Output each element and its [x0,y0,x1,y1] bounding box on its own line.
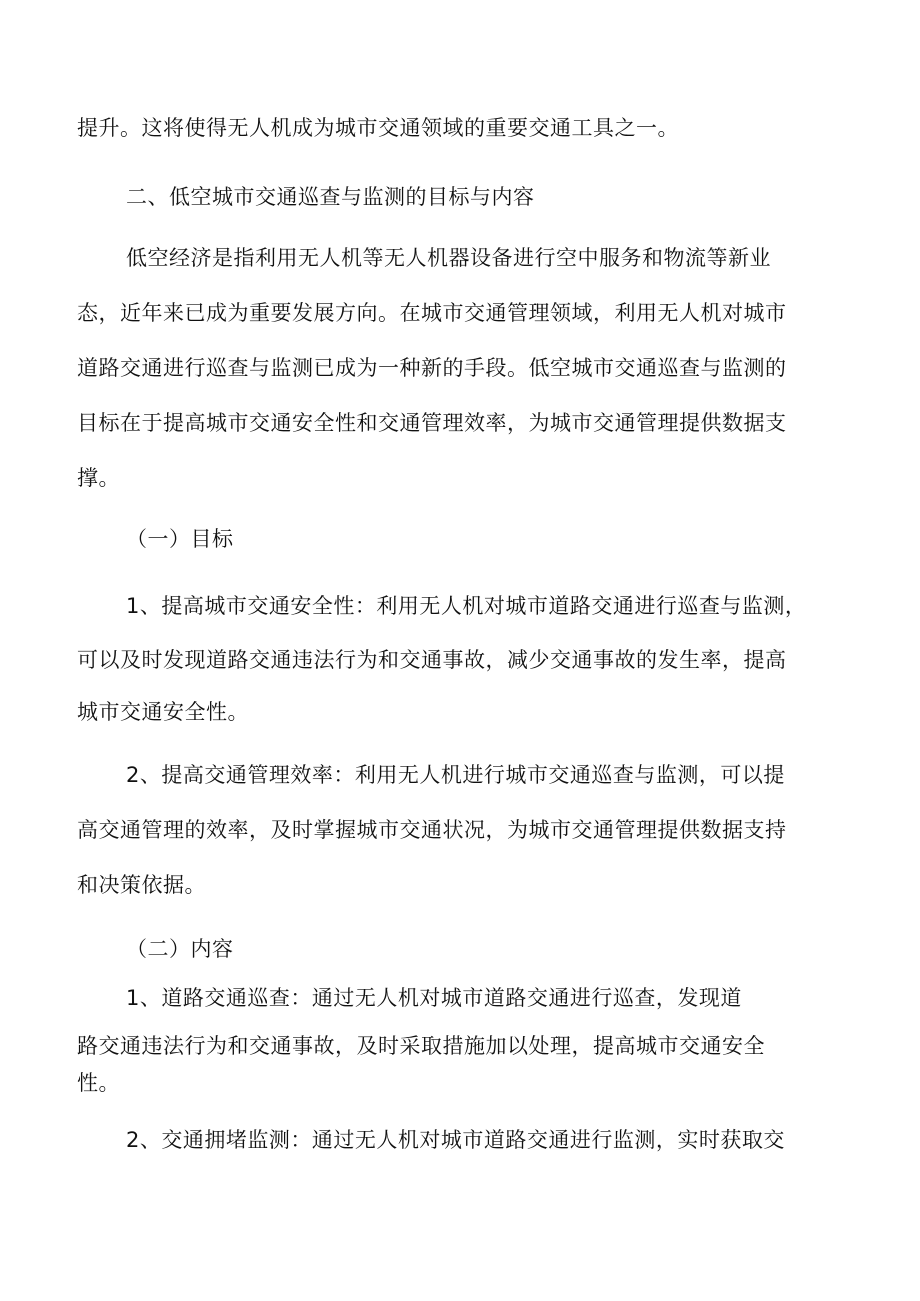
paragraph-line: 高交通管理的效率，及时掌握城市交通状况，为城市交通管理提供数据支持 [77,818,787,842]
paragraph-line: 低空经济是指利用无人机等无人机器设备进行空中服务和物流等新业 [126,246,771,270]
subsection-heading: （二）内容 [126,937,234,961]
paragraph-line: 1、道路交通巡查：通过无人机对城市道路交通进行巡查，发现道 [126,986,742,1010]
paragraph-line: 1、提高城市交通安全性：利用无人机对城市道路交通进行巡查与监测， [126,594,807,618]
paragraph-line: 和决策依据。 [77,873,206,897]
paragraph-line: 2、提高交通管理效率：利用无人机进行城市交通巡查与监测，可以提 [126,763,785,787]
paragraph-line: 路交通违法行为和交通事故，及时采取措施加以处理，提高城市交通安全 [77,1034,765,1058]
paragraph-line: 撑。 [77,466,120,490]
paragraph-line: 道路交通进行巡查与监测已成为一种新的手段。低空城市交通巡查与监测的 [77,356,787,380]
subsection-heading: （一）目标 [126,527,234,551]
section-heading: 二、低空城市交通巡查与监测的目标与内容 [126,185,535,209]
paragraph-line: 目标在于提高城市交通安全性和交通管理效率，为城市交通管理提供数据支 [77,411,787,435]
paragraph-line: 可以及时发现道路交通违法行为和交通事故，减少交通事故的发生率，提高 [77,648,787,672]
paragraph-line: 提升。这将使得无人机成为城市交通领域的重要交通工具之一。 [77,116,679,140]
paragraph-line: 2、交通拥堵监测：通过无人机对城市道路交通进行监测，实时获取交 [126,1128,785,1152]
paragraph-line: 城市交通安全性。 [77,700,249,724]
paragraph-line: 性。 [77,1071,120,1095]
paragraph-line: 态，近年来已成为重要发展方向。在城市交通管理领域，利用无人机对城市 [77,301,787,325]
